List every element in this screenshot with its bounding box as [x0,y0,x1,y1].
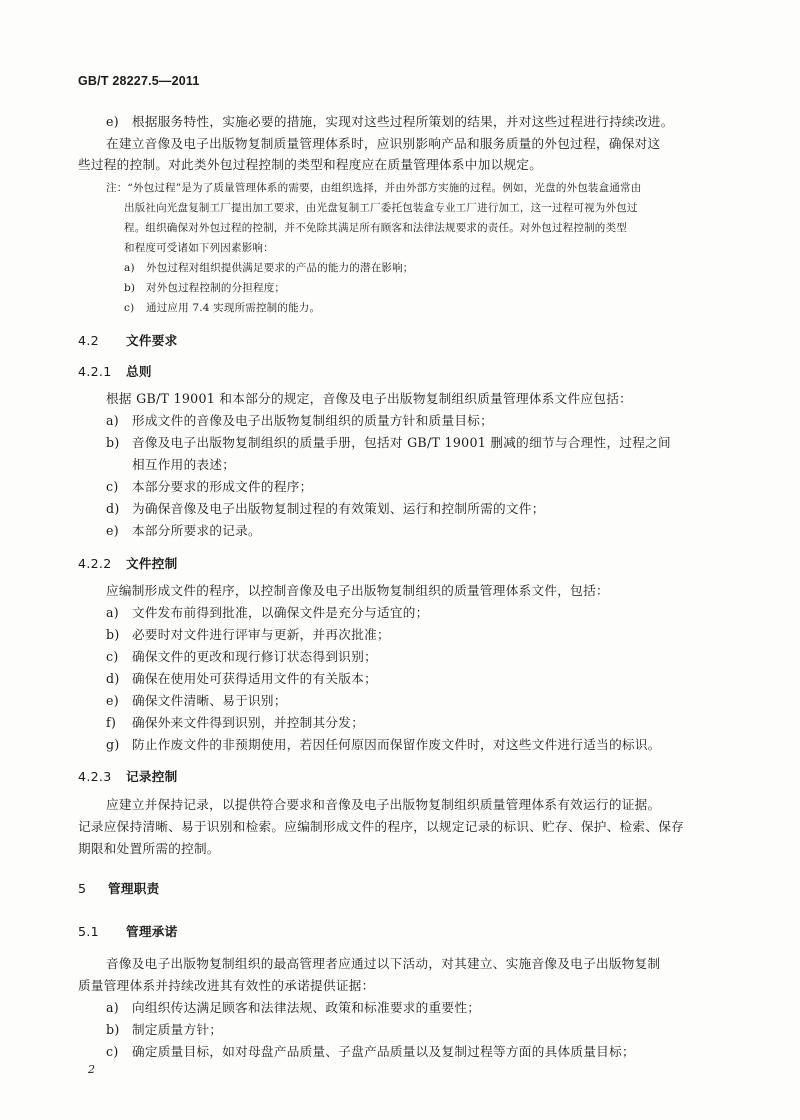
paragraph-line: 音像及电子出版物复制组织的最高管理者应通过以下活动，对其建立、实施音像及电子出版物复制 [106,956,661,971]
list-item: g) 防止作废文件的非预期使用，若因任何原因而保留作废文件时，对这些文件进行适当的标识。 [106,737,661,752]
list-item: e) 本部分所要求的记录。 [106,523,261,538]
subsection-heading: 4.2.2 文件控制 [78,556,178,571]
paragraph-line: 质量管理体系并持续改进其有效性的承诺提供证据： [78,978,375,993]
subsection-heading: 5.1 管理承诺 [78,924,178,939]
list-item: d) 为确保音像及电子出版物复制过程的有效策划、运行和控制所需的文件； [106,501,545,516]
note-list-item: a) 外包过程对组织提供满足要求的产品的能力的潜在影响； [124,262,414,274]
paragraph-line: 期限和处置所需的控制。 [78,841,220,856]
list-item: e) 确保文件清晰、易于识别； [106,693,287,708]
note-line: 和程度可受诸如下列因素影响： [124,242,274,254]
paragraph-line: 应编制形成文件的程序，以控制音像及电子出版物复制组织的质量管理体系文件，包括： [106,583,609,598]
list-item: c) 本部分要求的形成文件的程序； [106,479,313,494]
list-item: f) 确保外来文件得到识别，并控制其分发； [106,715,365,730]
note-list-item: b) 对外包过程控制的分担程度； [124,282,286,294]
paragraph-line: 记录应保持清晰、易于识别和检索。应编制形成文件的程序，以规定记录的标识、贮存、保护、检索、保存 [78,819,685,834]
note-list-item: c) 通过应用 7.4 实现所需控制的能力。 [124,302,321,314]
list-item: a) 向组织传达满足顾客和法律法规、政策和标准要求的重要性； [106,1000,481,1015]
list-item: b) 必要时对文件进行评审与更新，并再次批准； [106,627,390,642]
paragraph-line: 些过程的控制。对此类外包过程控制的类型和程度应在质量管理体系中加以规定。 [78,157,543,172]
note-line: 注：“外包过程”是为了质量管理体系的需要，由组织选择，并由外部方实施的过程。例如，光盘的外包装盒通常由 [106,182,642,194]
subsection-heading: 4.2.1 总则 [78,364,152,379]
subsection-heading: 4.2.3 记录控制 [78,769,178,784]
list-item: d) 确保在使用处可获得适用文件的有关版本； [106,671,377,686]
list-item: c) 确定质量目标，如对母盘产品质量、子盘产品质量以及复制过程等方面的具体质量目标； [106,1044,635,1059]
standard-code: GB/T 28227.5—2011 [78,74,200,88]
paragraph-line: 根据 GB/T 19001 和本部分的规定，音像及电子出版物复制组织质量管理体系文件应包括： [106,391,633,406]
list-item [106,112,674,132]
list-item: a) 形成文件的音像及电子出版物复制组织的质量方针和质量目标； [106,413,494,428]
list-marker: e) [106,114,119,129]
paragraph-line: 在建立音像及电子出版物复制质量管理体系时，应识别影响产品和服务质量的外包过程，确保对这 [106,136,661,151]
list-item: a) 文件发布前得到批准，以确保文件是充分与适宜的； [106,605,429,620]
list-item-text: 根据服务特性，实施必要的措施，实现对这些过程所策划的结果，并对这些过程进行持续改进。 [132,114,674,129]
list-item: b) 制定质量方针； [106,1022,223,1037]
list-item-continuation: 相互作用的表述； [132,457,236,472]
section-heading: 5 管理职责 [78,881,160,896]
note-line: 程。组织确保对外包过程的控制，并不免除其满足所有顾客和法律法规要求的责任。对外包过程控制的类型 [124,222,627,234]
section-heading: 4.2 文件要求 [78,333,178,348]
list-item: c) 确保文件的更改和现行修订状态得到识别； [106,649,377,664]
list-item: b) 音像及电子出版物复制组织的质量手册，包括对 GB/T 19001 删减的细节与合理性，过程之间 [106,435,671,450]
page-number: 2 [88,1063,95,1076]
note-line: 出版社向光盘复制工厂提出加工要求，由光盘复制工厂委托包装盒专业工厂进行加工，这一过程可视为外包过 [124,202,638,214]
paragraph-line: 应建立并保持记录，以提供符合要求和音像及电子出版物复制组织质量管理体系有效运行的证据。 [106,797,661,812]
